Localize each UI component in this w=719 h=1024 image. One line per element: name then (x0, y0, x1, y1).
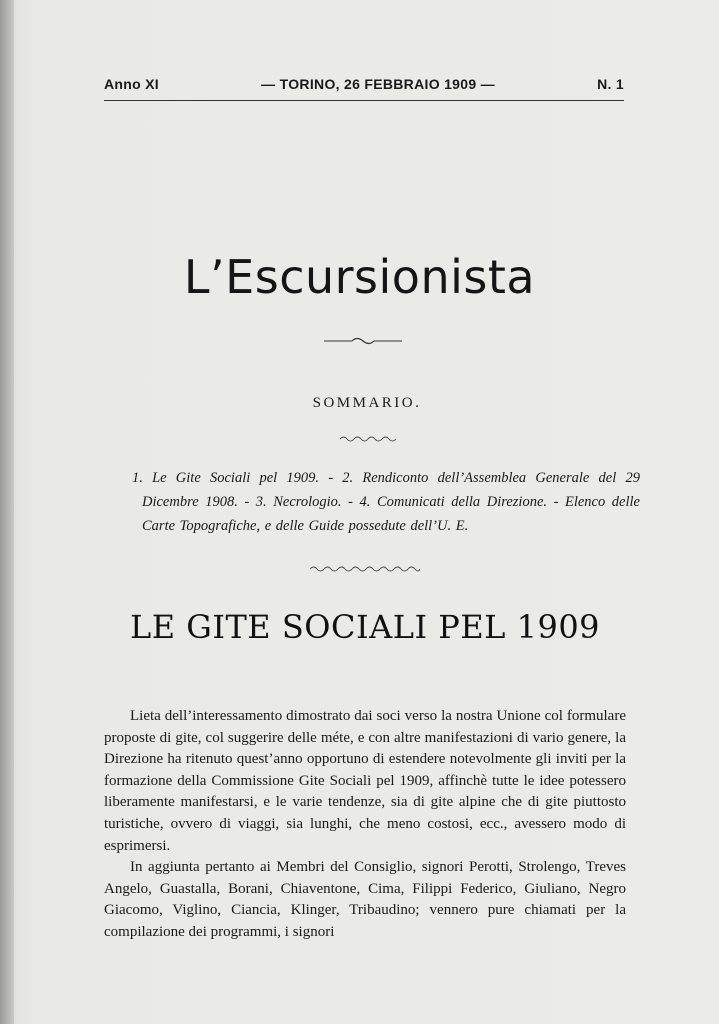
ornament-divider (324, 336, 402, 346)
article-body (104, 706, 626, 944)
issue-place-date: — TORINO, 26 FEBBRAIO 1909 — (261, 76, 495, 92)
ornament-divider (340, 434, 396, 444)
article-paragraph: In aggiunta pertanto ai Membri del Consiglio, signori Perotti, Strolengo, Treves Angelo, Guastalla, Borani, Chiaventone, Cima, Filippi Federico, Giuliano, Negro Giacomo, Viglino, Ciancia, Klinger, Tribaudino; vennero pure chiamati per la compilazione dei programmi, i signori (104, 859, 626, 940)
ornament-divider (310, 564, 420, 574)
article-title: LE GITE SOCIALI PEL 1909 (129, 608, 601, 646)
masthead-title: L’Escursionista (183, 250, 536, 304)
sommario-text: 1. Le Gite Sociali pel 1909. - 2. Rendiconto dell’Assemblea Generale del 29 Dicembre 1908. - 3. Necrologio. - 4. Comunicati della Direzione. - Elenco delle Carte Topografiche, e delle Guide possedute dell’U. E. (132, 470, 640, 534)
issue-year: Anno XI (104, 76, 159, 92)
sommario-heading: SOMMARIO. (312, 395, 422, 411)
issue-header (104, 76, 624, 101)
article-paragraph: Lieta dell’interessamento dimostrato dai soci verso la nostra Unione col formulare proposte di gite, col suggerire delle méte, e con altre manifestazioni di vario genere, la Direzione ha ritenuto quest’anno opportuno di estendere notevolmente gli inviti per la formazione della Commissione Gite Sociali pel 1909, affinchè tutte le idee potessero liberamente manifestarsi, e le varie tendenze, sia di gite alpine che di gite piuttosto turistiche, ovvero di viaggi, sia lunghi, che meno costosi, ecc., avessero modo di esprimersi. (104, 708, 626, 854)
issue-number: N. 1 (597, 76, 624, 92)
page-spine (0, 0, 14, 1024)
